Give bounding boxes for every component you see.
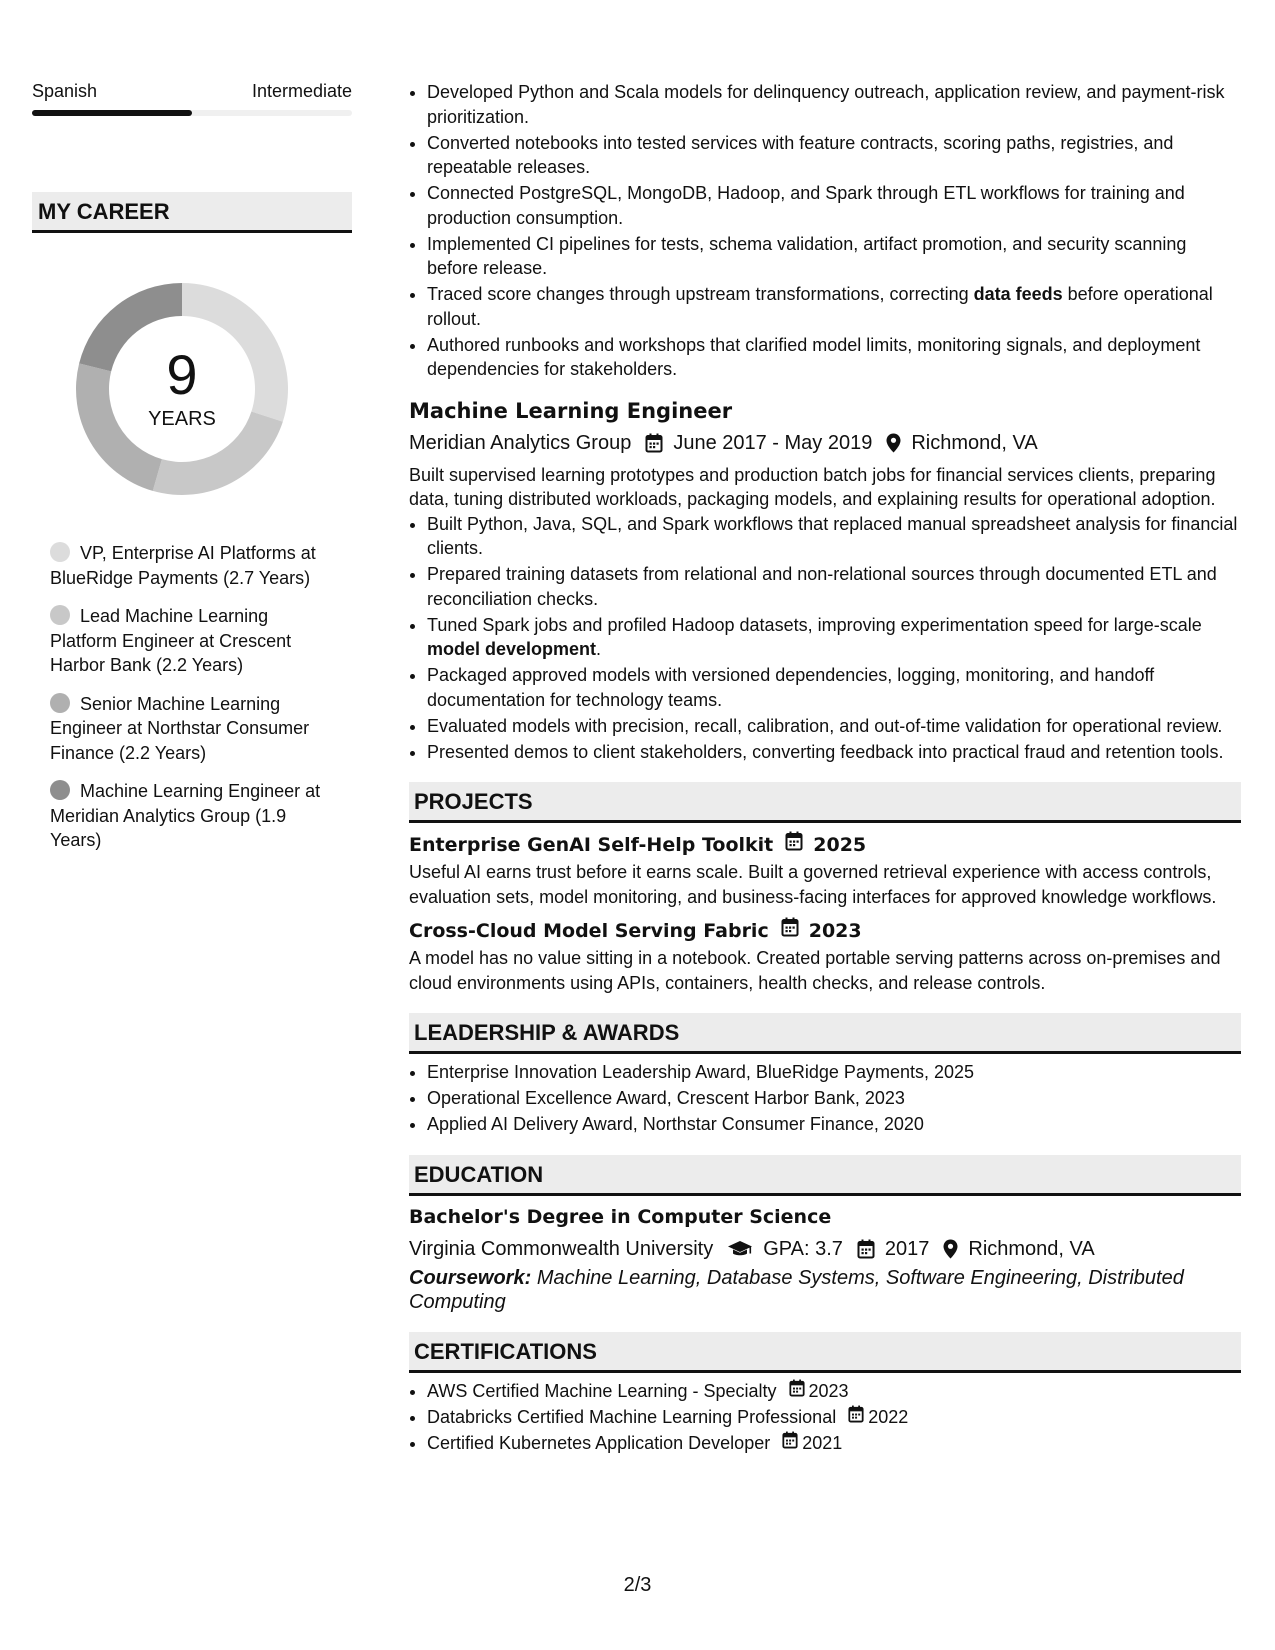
project-year: 2023 — [808, 919, 862, 942]
legend-dot — [50, 605, 70, 625]
certification-year: 2022 — [868, 1406, 909, 1427]
project-item — [409, 917, 1241, 995]
certification-name: • Certified Kubernetes Application Developer — [427, 1432, 771, 1453]
list-item: • Packaged approved models with versioned dependencies, logging, monitoring, and handoff documentation for technology teams. — [427, 663, 1241, 712]
calendar-icon — [785, 831, 803, 858]
certification-name: • AWS Certified Machine Learning - Specialty — [427, 1380, 777, 1401]
education-heading: EDUCATION — [409, 1155, 1241, 1196]
graduation-year: 2017 — [884, 1237, 930, 1260]
certification-year: 2021 — [802, 1432, 843, 1453]
graduation-cap-icon — [727, 1240, 753, 1258]
list-item: • Implemented CI pipelines for tests, schema validation, artifact promotion, and security scanning before release. — [427, 232, 1241, 281]
gpa: GPA: 3.7 — [763, 1237, 843, 1260]
career-total-unit: YEARS — [148, 408, 216, 430]
language-level: Intermediate — [251, 81, 352, 101]
projects-list — [409, 831, 1241, 995]
calendar-icon — [645, 433, 663, 453]
bullet-text: Traced score changes through upstream transformations, correcting — [427, 284, 974, 304]
legend-dot — [50, 780, 70, 800]
previous-job-bullets — [409, 80, 1241, 382]
project-item — [409, 831, 1241, 909]
calendar-icon — [857, 1239, 875, 1259]
career-legend-item — [50, 692, 330, 766]
award-item: • Operational Excellence Award, Crescent Harbor Bank, 2023 — [427, 1086, 1241, 1111]
list-item — [427, 613, 1241, 662]
list-item: • Developed Python and Scala models for delinquency outreach, application review, and payment-risk prioritization. — [427, 80, 1241, 129]
project-year: 2025 — [813, 833, 867, 856]
coursework-label: Coursework: — [409, 1266, 532, 1289]
certification-year: 2023 — [808, 1380, 849, 1401]
coursework-list: Machine Learning, Database Systems, Software Engineering, Distributed Computing — [409, 1266, 1184, 1313]
list-item: • Authored runbooks and workshops that clarified model limits, monitoring signals, and deployment dependencies for stakeholders. — [427, 333, 1241, 382]
calendar-icon — [782, 1431, 798, 1456]
career-heading: MY CAREER — [32, 192, 352, 233]
legend-label: Lead Machine Learning Platform Engineer at Crescent Harbor Bank (2.2 Years) — [50, 606, 292, 675]
bullet-text: . — [596, 639, 602, 659]
bullet-text: Tuned Spark jobs and profiled Hadoop datasets, improving experimentation speed for large-scale — [427, 614, 1202, 635]
language-proficiency-fill — [32, 110, 192, 116]
list-item: • Built Python, Java, SQL, and Spark workflows that replaced manual spreadsheet analysis for financial clients. — [427, 512, 1241, 561]
calendar-icon — [781, 917, 799, 944]
project-description: A model has no value sitting in a notebook. Created portable serving patterns across on-premises and cloud environments using APIs, containers, health checks, and release controls. — [409, 948, 1221, 993]
job-bullets — [409, 512, 1241, 765]
list-item: • Converted notebooks into tested services with feature contracts, scoring paths, registries, and repeatable releases. — [427, 131, 1241, 180]
certification-row — [427, 1431, 842, 1456]
bullet-emphasis: model development — [427, 639, 597, 659]
legend-dot — [50, 542, 70, 562]
legend-label: Machine Learning Engineer at Meridian Analytics Group (1.9 Years) — [50, 781, 321, 850]
certifications-heading: CERTIFICATIONS — [409, 1332, 1241, 1373]
bullet-emphasis: data feeds — [973, 284, 1063, 304]
legend-label: VP, Enterprise AI Platforms at BlueRidge Payments (2.7 Years) — [50, 543, 316, 588]
education-meta — [409, 1236, 1241, 1262]
language-proficiency-bar — [32, 110, 352, 116]
list-item: • Presented demos to client stakeholders, converting feedback into practical fraud and retention tools. — [427, 740, 1241, 765]
list-item: • Connected PostgreSQL, MongoDB, Hadoop, and Spark through ETL workflows for training and production consumption. — [427, 181, 1241, 230]
map-pin-icon — [943, 1239, 958, 1259]
certification-row — [427, 1405, 908, 1430]
sidebar — [32, 80, 352, 867]
award-item: • Applied AI Delivery Award, Northstar Consumer Finance, 2020 — [427, 1112, 1241, 1137]
job-summary: Built supervised learning prototypes and production batch jobs for financial services clients, preparing data, tuning distributed workloads, packaging models, and explaining results for operational adoption. — [409, 464, 1216, 509]
career-legend-item — [50, 604, 330, 678]
coursework — [409, 1266, 1241, 1314]
job-dates: June 2017 - May 2019 — [673, 431, 873, 454]
legend-dot — [50, 693, 70, 713]
list-item: • Evaluated models with precision, recall, calibration, and out-of-time validation for operational review. — [427, 714, 1241, 739]
job-company: Meridian Analytics Group — [409, 431, 632, 454]
career-legend-item — [50, 541, 330, 590]
bullet-text: before operational rollout. — [427, 284, 1213, 329]
job-title: Machine Learning Engineer — [409, 398, 733, 423]
certification-item — [427, 1405, 1241, 1430]
projects-heading: PROJECTS — [409, 782, 1241, 823]
calendar-icon — [789, 1379, 805, 1404]
main-content — [409, 80, 1241, 1457]
calendar-icon — [848, 1405, 864, 1430]
project-name: Enterprise GenAI Self-Help Toolkit — [409, 833, 774, 856]
project-title — [409, 917, 1241, 944]
language-name: Spanish — [32, 81, 98, 101]
list-item — [427, 282, 1241, 331]
school-name: Virginia Commonwealth University — [409, 1237, 714, 1260]
career-total-years: 9 — [166, 343, 198, 406]
language-row — [32, 80, 352, 102]
map-pin-icon — [886, 433, 901, 453]
project-description: Useful AI earns trust before it earns scale. Built a governed retrieval experience with access controls, evaluation sets, model monitoring, and business-facing interfaces for approved knowledge workflows. — [409, 862, 1217, 907]
job-meta — [409, 430, 1241, 456]
award-item: • Enterprise Innovation Leadership Award, BlueRidge Payments, 2025 — [427, 1060, 1241, 1085]
career-legend — [32, 541, 330, 853]
legend-label: Senior Machine Learning Engineer at Northstar Consumer Finance (2.2 Years) — [50, 693, 310, 763]
career-donut-chart — [66, 273, 298, 505]
certifications-list — [409, 1379, 1241, 1456]
certification-name: • Databricks Certified Machine Learning Professional — [427, 1406, 837, 1427]
list-item: • Prepared training datasets from relational and non-relational sources through documented ETL and reconciliation checks. — [427, 562, 1241, 611]
awards-heading: LEADERSHIP & AWARDS — [409, 1013, 1241, 1054]
career-legend-item — [50, 779, 330, 853]
page-number: 2/3 — [623, 1574, 652, 1596]
school-location: Richmond, VA — [968, 1237, 1095, 1260]
project-name: Cross-Cloud Model Serving Fabric — [409, 919, 769, 942]
awards-list — [409, 1060, 1241, 1137]
certification-row — [427, 1379, 849, 1404]
degree-title: Bachelor's Degree in Computer Science — [409, 1205, 832, 1228]
certification-item — [427, 1431, 1241, 1456]
job-location: Richmond, VA — [911, 431, 1038, 454]
certification-item — [427, 1379, 1241, 1404]
project-title — [409, 831, 1241, 858]
